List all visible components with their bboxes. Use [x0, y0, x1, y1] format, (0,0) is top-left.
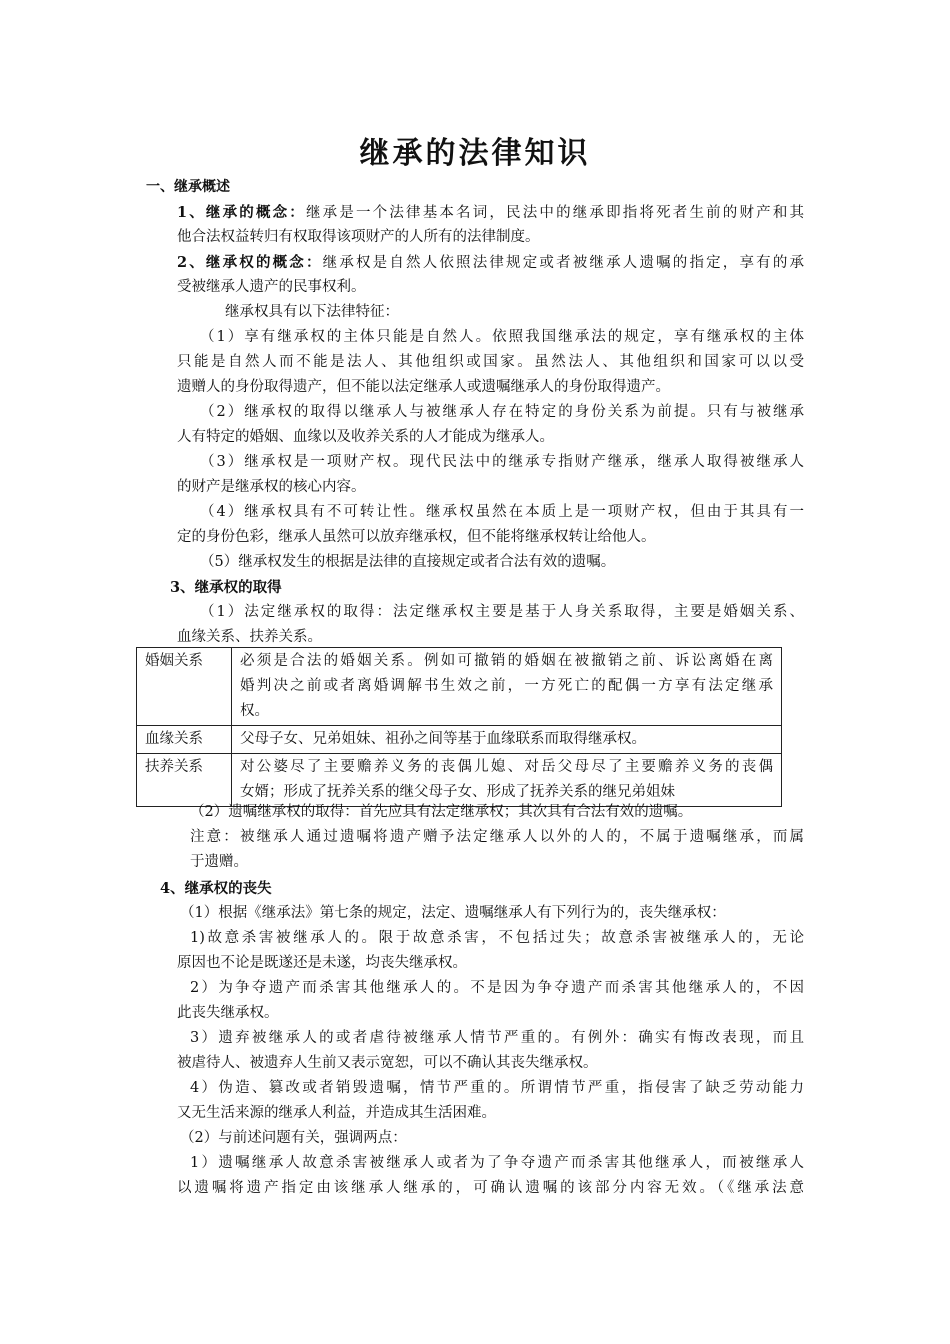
- legal-acquisition-line-2: 血缘关系、扶养关系。: [177, 629, 322, 645]
- will-acquisition-line: （2）遗嘱继承权的取得：首先应具有法定继承权；其次具有合法有效的遗嘱。: [190, 804, 693, 820]
- table-value-line: 婚判决之前或者离婚调解书生效之前，一方死亡的配偶一方享有法定继承: [240, 678, 773, 694]
- loss-item-3-line-2: 被虐待人、被遗弃人生前又表示宽恕，可以不确认其丧失继承权。: [177, 1055, 598, 1071]
- feature-1-line-1: （1）享有继承权的主体只能是自然人。依照我国继承法的规定，享有继承权的主体: [200, 329, 804, 345]
- table-value-cell: [232, 648, 782, 726]
- feature-1-line-3: 遗赠人的身份取得遗产，但不能以法定继承人或遗嘱继承人的身份取得遗产。: [177, 379, 670, 395]
- loss-item-4-line-1: 4）伪造、篡改或者销毁遗嘱，情节严重的。所谓情节严重，指侵害了缺乏劳动能力: [190, 1080, 804, 1096]
- table-value-cell: [232, 726, 782, 754]
- emphasis-intro: （2）与前述问题有关，强调两点：: [180, 1130, 407, 1146]
- table-value-line: 对公婆尽了主要赡养义务的丧偶儿媳、对岳父母尽了主要赡养义务的丧偶: [240, 759, 773, 775]
- relationship-table: [136, 647, 782, 807]
- table-value-line: 必须是合法的婚姻关系。例如可撤销的婚姻在被撤销之前、诉讼离婚在离: [240, 653, 773, 669]
- feature-3-line-2: 的财产是继承权的核心内容。: [177, 479, 366, 495]
- right-concept-text: 继承权是自然人依照法律规定或者被继承人遗嘱的指定，享有的承: [322, 255, 805, 271]
- table-row: [137, 648, 782, 726]
- table-value-line: 权。: [240, 703, 269, 719]
- features-intro: 继承权具有以下法律特征：: [225, 304, 399, 320]
- section-heading-overview: 一、继承概述: [146, 179, 230, 195]
- table-key-cell: 扶养关系: [137, 754, 232, 807]
- feature-4-line-1: （4）继承权具有不可转让性。继承权虽然在本质上是一项财产权，但由于其具有一: [200, 504, 804, 520]
- emphasis-1-line-2: 以遗嘱将遗产指定由该继承人继承的，可确认遗嘱的该部分内容无效。（《继承法意: [177, 1180, 804, 1196]
- emphasis-1-line-1: 1）遗嘱继承人故意杀害被继承人或者为了争夺遗产而杀害其他继承人，而被继承人: [190, 1155, 804, 1171]
- right-concept-paragraph-line-2: 受被继承人遗产的民事权利。: [177, 279, 366, 295]
- feature-2-line-1: （2）继承权的取得以继承人与被继承人存在特定的身份关系为前提。只有与被继承: [200, 404, 804, 420]
- section-heading-loss: 4、继承权的丧失: [160, 880, 272, 897]
- feature-4-line-2: 定的身份色彩，继承人虽然可以放弃继承权，但不能将继承权转让给他人。: [177, 529, 656, 545]
- note-line-2: 于遗赠。: [190, 854, 248, 870]
- table-value-cell: [232, 754, 782, 807]
- concept-paragraph-line-2: 他合法权益转归有权取得该项财产的人所有的法律制度。: [177, 229, 540, 245]
- loss-item-3-line-1: 3）遗弃被继承人的或者虐待被继承人情节严重的。有例外：确实有悔改表现，而且: [190, 1030, 804, 1046]
- concept-paragraph-line-1: [177, 200, 804, 226]
- section-heading-acquisition: 3、继承权的取得: [170, 579, 282, 596]
- document-title: 继承的法律知识: [359, 136, 591, 171]
- table-value-line: 父母子女、兄弟姐妹、祖孙之间等基于血缘联系而取得继承权。: [240, 731, 646, 747]
- concept-text: 继承是一个法律基本名词，民法中的继承即指将死者生前的财产和其: [305, 205, 805, 221]
- loss-item-2-line-2: 此丧失继承权。: [177, 1005, 279, 1021]
- right-concept-paragraph-line-1: [177, 250, 804, 276]
- feature-3-line-1: （3）继承权是一项财产权。现代民法中的继承专指财产继承，继承人取得被继承人: [200, 454, 804, 470]
- feature-1-line-2: 只能是自然人而不能是法人、其他组织或国家。虽然法人、其他组织和国家可以以受: [177, 354, 804, 370]
- table-value-line: 女婿；形成了抚养关系的继父母子女、形成了抚养关系的继兄弟姐妹: [240, 784, 675, 800]
- table-row: [137, 754, 782, 807]
- loss-item-1-line-1: 1)故意杀害被继承人的。限于故意杀害，不包括过失；故意杀害被继承人的，无论: [190, 930, 804, 946]
- note-line-1: 注意：被继承人通过遗嘱将遗产赠予法定继承人以外的人的，不属于遗嘱继承，而属: [190, 829, 804, 845]
- concept-label: 1、继承的概念：: [177, 204, 306, 221]
- table-key-cell: 血缘关系: [137, 726, 232, 754]
- loss-intro: （1）根据《继承法》第七条的规定，法定、遗嘱继承人有下列行为的，丧失继承权：: [180, 905, 726, 921]
- feature-5-line-1: （5）继承权发生的根据是法律的直接规定或者合法有效的遗嘱。: [200, 554, 616, 570]
- loss-item-4-line-2: 又无生活来源的继承人利益，并造成其生活困难。: [177, 1105, 496, 1121]
- loss-item-2-line-1: 2）为争夺遗产而杀害其他继承人的。不是因为争夺遗产而杀害其他继承人的，不因: [190, 980, 804, 996]
- legal-acquisition-line-1: （1）法定继承权的取得：法定继承权主要是基于人身关系取得，主要是婚姻关系、: [200, 604, 804, 620]
- feature-2-line-2: 人有特定的婚姻、血缘以及收养关系的人才能成为继承人。: [177, 429, 554, 445]
- table-key-cell: 婚姻关系: [137, 648, 232, 726]
- table-row: [137, 726, 782, 754]
- loss-item-1-line-2: 原因也不论是既遂还是未遂，均丧失继承权。: [177, 955, 467, 971]
- right-concept-label: 2、继承权的概念：: [177, 254, 323, 271]
